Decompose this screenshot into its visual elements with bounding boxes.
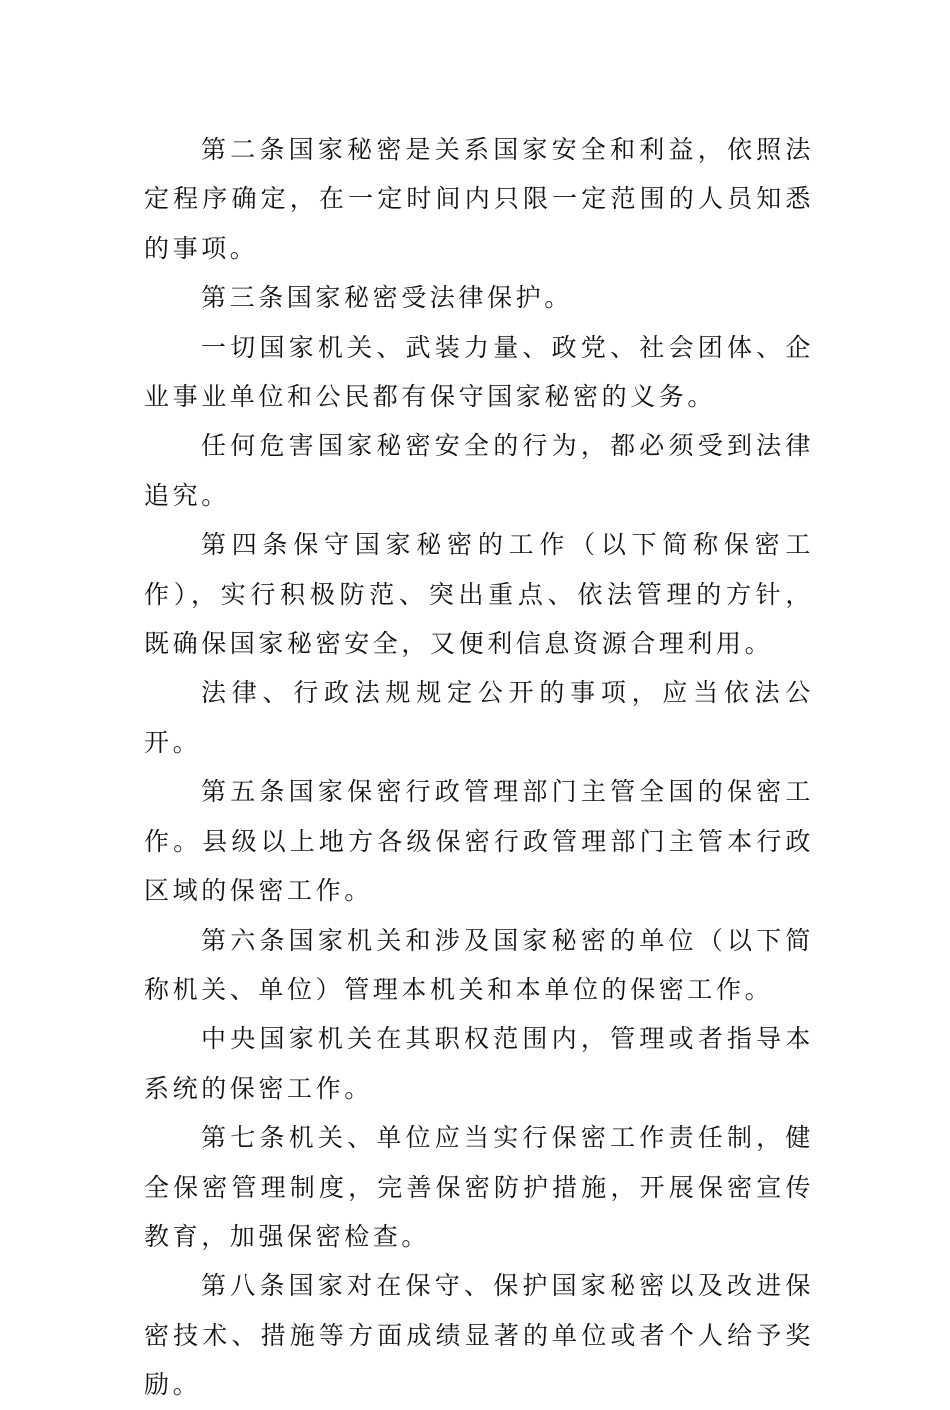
paragraph-article-8: 第八条国家对在保守、保护国家秘密以及改进保密技术、措施等方面成绩显著的单位或者个人给予奖励。 (144, 1271, 814, 1400)
paragraph-liability: 任何危害国家秘密安全的行为，都必须受到法律追究。 (144, 431, 814, 510)
paragraph-article-7: 第七条机关、单位应当实行保密工作责任制，健全保密管理制度，完善保密防护措施，开展保密宣传教育，加强保密检查。 (144, 1123, 814, 1251)
document-body (144, 125, 814, 1410)
paragraph-article-5: 第五条国家保密行政管理部门主管全国的保密工作。县级以上地方各级保密行政管理部门主管本行政区域的保密工作。 (144, 777, 814, 906)
paragraph-article-2: 第二条国家秘密是关系国家安全和利益，依照法定程序确定，在一定时间内只限一定范围的人员知悉的事项。 (144, 135, 814, 263)
paragraph-article-4: 第四条保守国家秘密的工作（以下简称保密工作），实行积极防范、突出重点、依法管理的方针，既确保国家秘密安全，又便利信息资源合理利用。 (144, 530, 814, 659)
paragraph-central-organs: 中央国家机关在其职权范围内，管理或者指导本系统的保密工作。 (144, 1024, 814, 1103)
paragraph-disclosure: 法律、行政法规规定公开的事项，应当依法公开。 (144, 678, 814, 757)
paragraph-article-3: 第三条国家秘密受法律保护。 (201, 283, 573, 313)
paragraph-duty: 一切国家机关、武装力量、政党、社会团体、企业事业单位和公民都有保守国家秘密的义务。 (144, 332, 814, 412)
paragraph-article-6: 第六条国家机关和涉及国家秘密的单位（以下简称机关、单位）管理本机关和本单位的保密工作。 (144, 925, 814, 1004)
